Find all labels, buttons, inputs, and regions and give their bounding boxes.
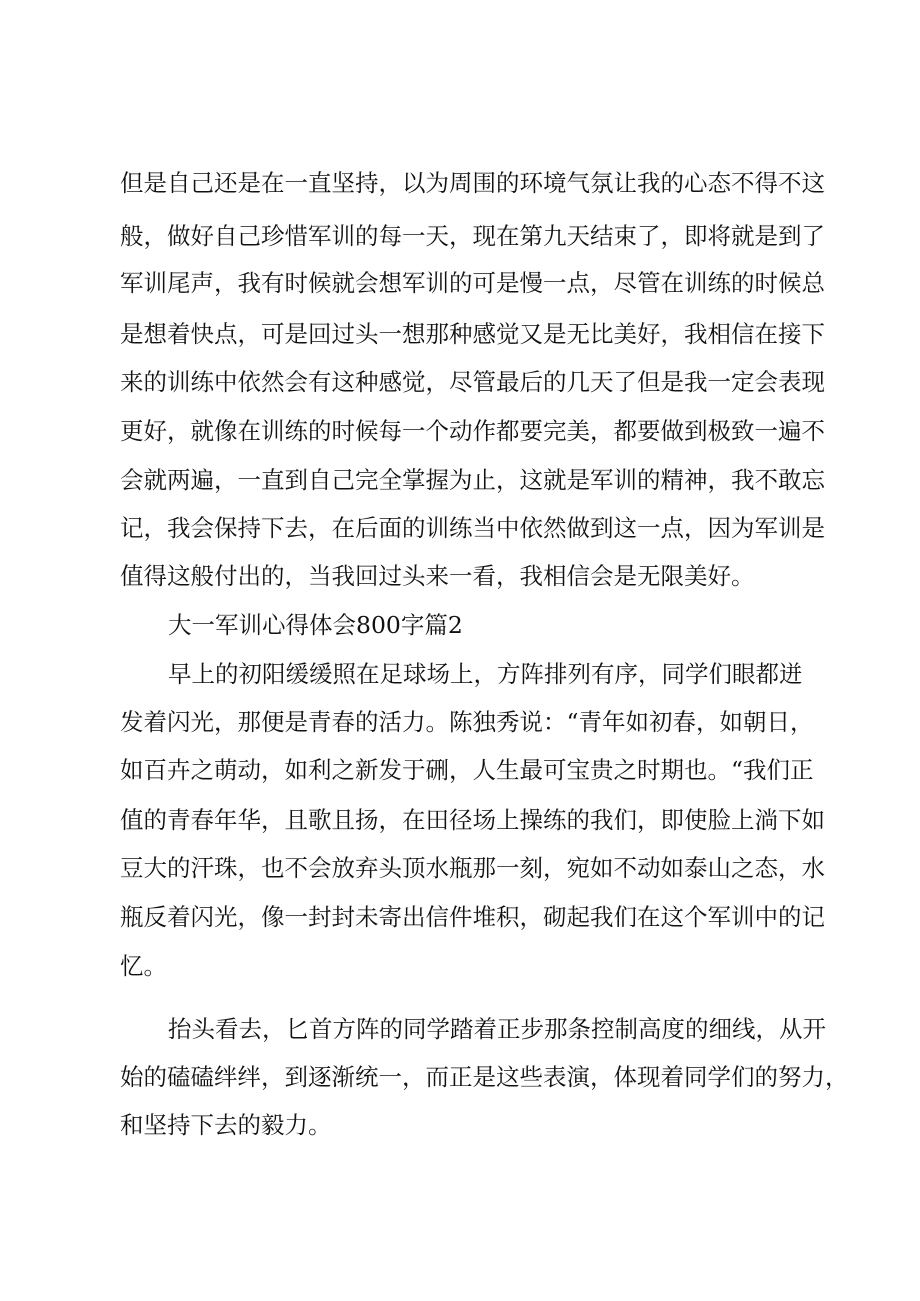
paragraph-line: 更好，就像在训练的时候每一个动作都要完美，都要做到极致一遍不 bbox=[120, 417, 825, 445]
paragraph-line: 忆。 bbox=[120, 952, 167, 980]
paragraph-line: 般，做好自己珍惜军训的每一天，现在第九天结束了，即将就是到了 bbox=[120, 222, 825, 250]
paragraph-line: 早上的初阳缓缓照在足球场上，方阵排列有序，同学们眼都迸 bbox=[168, 660, 803, 688]
paragraph-line: 会就两遍，一直到自己完全掌握为止，这就是军训的精神，我不敢忘 bbox=[120, 466, 825, 494]
paragraph-line: 发着闪光，那便是青春的活力。陈独秀说：“青年如初春，如朝日， bbox=[120, 708, 814, 736]
paragraph-line: 和坚持下去的毅力。 bbox=[120, 1111, 332, 1139]
section-heading: 大一军训心得体会800字篇2 bbox=[168, 611, 463, 639]
paragraph-line: 豆大的汗珠，也不会放弃头顶水瓶那一刻，宛如不动如泰山之态，水 bbox=[120, 854, 825, 882]
paragraph-line: 如百卉之萌动，如利之新发于硎，人生最可宝贵之时期也。“我们正 bbox=[120, 756, 814, 784]
paragraph-line: 是想着快点，可是回过头一想那种感觉又是无比美好，我相信在接下 bbox=[120, 320, 825, 348]
paragraph-line: 抬头看去，匕首方阵的同学踏着正步那条控制高度的细线，从开 bbox=[168, 1015, 826, 1043]
paragraph-line: 记，我会保持下去，在后面的训练当中依然做到这一点，因为军训是 bbox=[120, 514, 825, 542]
paragraph-line: 瓶反着闪光，像一封封未寄出信件堆积，砌起我们在这个军训中的记 bbox=[120, 903, 825, 931]
paragraph-line: 但是自己还是在一直坚持，以为周围的环境气氛让我的心态不得不这 bbox=[120, 169, 825, 197]
paragraph-line: 始的磕磕绊绊，到逐渐统一，而正是这些表演，体现着同学们的努力， bbox=[120, 1063, 849, 1091]
paragraph-line: 值的青春年华，且歌且扬，在田径场上操练的我们，即使脸上淌下如 bbox=[120, 806, 825, 834]
paragraph-line: 值得这般付出的，当我回过头来一看，我相信会是无限美好。 bbox=[120, 562, 755, 590]
paragraph-line: 来的训练中依然会有这种感觉，尽管最后的几天了但是我一定会表现 bbox=[120, 368, 825, 396]
paragraph-line: 军训尾声，我有时候就会想军训的可是慢一点，尽管在训练的时候总 bbox=[120, 269, 825, 297]
